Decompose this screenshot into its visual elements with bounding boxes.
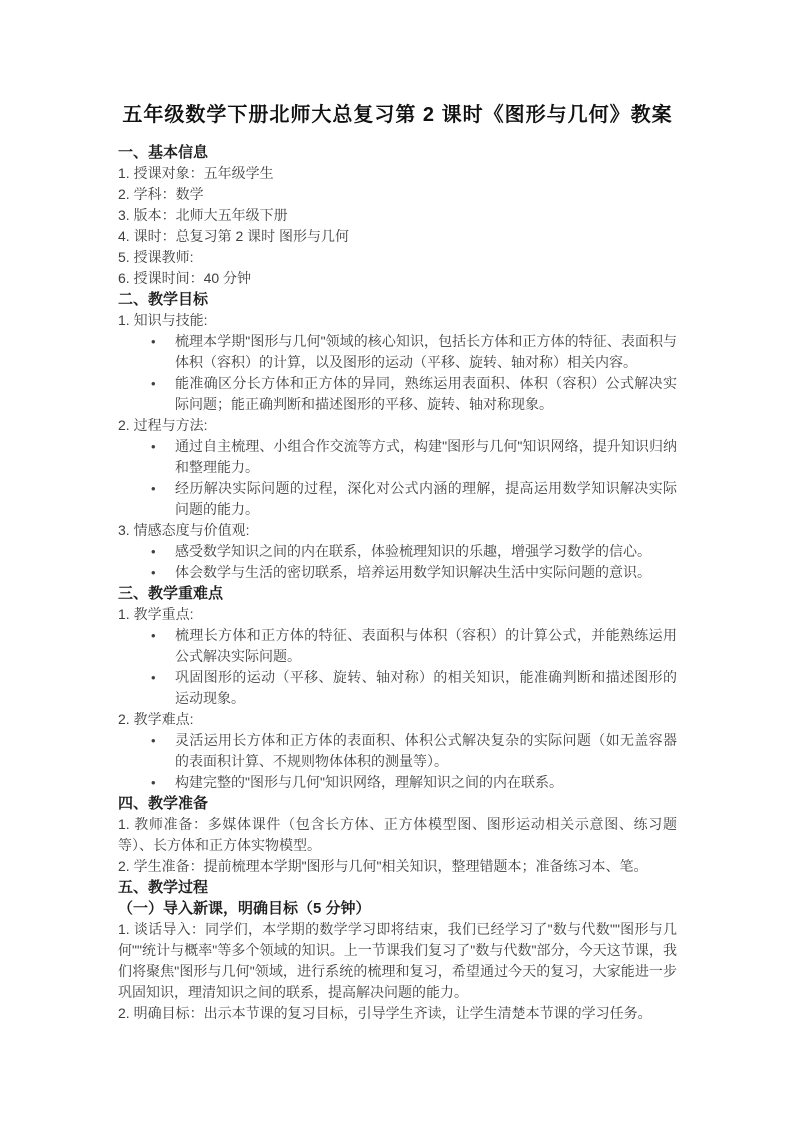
subsection-label: 2. 教学难点: [118,711,194,727]
preparation-paragraph: 2. 学生准备：提前梳理本学期"图形与几何"相关知识，整理错题本；准备练习本、笔。 [118,858,648,874]
bullet-text: 感受数学知识之间的内在联系，体验梳理知识的乐趣，增强学习数学的信心。 [175,543,651,559]
section-heading-objectives: 二、教学目标 [118,291,209,308]
bullet-icon: • [151,439,156,454]
bullet-item [118,478,677,520]
bullet-item [118,331,677,373]
bullet-text: 灵活运用长方体和正方体的表面积、体积公式解决复杂的实际问题（如无盖容器的表面积计算、不规则物体体积的测量等）。 [175,732,677,769]
bullet-item [118,541,677,562]
section-heading-preparation: 四、教学准备 [118,795,209,812]
document-content [118,100,677,1024]
basic-info-item: 2. 学科：数学 [118,186,204,202]
subsection-label: 1. 教学重点: [118,606,194,622]
bullet-icon: • [151,775,156,790]
subsection-label: 2. 过程与方法: [118,417,208,433]
bullet-icon: • [151,481,156,496]
bullet-icon: • [151,376,156,391]
bullet-icon: • [151,334,156,349]
bullet-list [118,625,677,709]
process-step-heading: （一）导入新课，明确目标（5 分钟） [118,900,371,917]
basic-info-item: 6. 授课时间：40 分钟 [118,270,252,286]
process-paragraph: 1. 谈话导入：同学们，本学期的数学学习即将结束，我们已经学习了"数与代数""图形与几何""统计与概率"等多个领域的知识。上一节课我们复习了"数与代数"部分，今天这节课，我们将聚焦"图形与几何"领域，进行系统的梳理和复习，希望通过今天的复习，大家能进一步巩固知识，理清知识之间的联系，提高解决问题的能力。 [118,921,677,1000]
bullet-icon: • [151,628,156,643]
basic-info-item: 1. 授课对象：五年级学生 [118,165,274,181]
bullet-icon: • [151,565,156,580]
basic-info-item: 4. 课时：总复习第 2 课时 图形与几何 [118,228,350,244]
bullet-item [118,772,677,793]
bullet-text: 通过自主梳理、小组合作交流等方式，构建"图形与几何"知识网络，提升知识归纳和整理能力。 [175,438,677,475]
bullet-text: 梳理长方体和正方体的特征、表面积与体积（容积）的计算公式，并能熟练运用公式解决实际问题。 [175,627,677,664]
basic-info-item: 3. 版本：北师大五年级下册 [118,207,288,223]
bullet-item [118,373,677,415]
section-heading-key-points: 三、教学重难点 [118,585,224,602]
document-title: 五年级数学下册北师大总复习第 2 课时《图形与几何》教案 [122,104,673,126]
subsection-label: 1. 知识与技能: [118,312,208,328]
section-heading-basic-info: 一、基本信息 [118,144,209,161]
bullet-text: 巩固图形的运动（平移、旋转、轴对称）的相关知识，能准确判断和描述图形的运动现象。 [175,669,677,706]
bullet-list [118,730,677,793]
bullet-icon: • [151,544,156,559]
subsection-label: 3. 情感态度与价值观: [118,522,250,538]
process-paragraph: 2. 明确目标：出示本节课的复习目标，引导学生齐读，让学生清楚本节课的学习任务。 [118,1005,652,1021]
bullet-text: 构建完整的"图形与几何"知识网络，理解知识之间的内在联系。 [175,774,563,790]
bullet-item [118,667,677,709]
preparation-paragraph: 1. 教师准备：多媒体课件（包含长方体、正方体模型图、图形运动相关示意图、练习题等）、长方体和正方体实物模型。 [118,816,677,853]
bullet-text: 体会数学与生活的密切联系，培养运用数学知识解决生活中实际问题的意识。 [175,564,651,580]
bullet-list [118,331,677,415]
bullet-text: 经历解决实际问题的过程，深化对公式内涵的理解，提高运用数学知识解决实际问题的能力。 [175,480,677,517]
bullet-item [118,562,677,583]
section-heading-process: 五、教学过程 [118,879,209,896]
bullet-list [118,436,677,520]
bullet-icon: • [151,733,156,748]
bullet-list [118,541,677,583]
bullet-item [118,436,677,478]
bullet-text: 能准确区分长方体和正方体的异同，熟练运用表面积、体积（容积）公式解决实际问题；能正确判断和描述图形的平移、旋转、轴对称现象。 [175,375,677,412]
basic-info-item: 5. 授课教师: [118,249,194,265]
bullet-item [118,625,677,667]
bullet-icon: • [151,670,156,685]
bullet-item [118,730,677,772]
bullet-text: 梳理本学期"图形与几何"领域的核心知识，包括长方体和正方体的特征、表面积与体积（容积）的计算，以及图形的运动（平移、旋转、轴对称）相关内容。 [175,333,677,370]
